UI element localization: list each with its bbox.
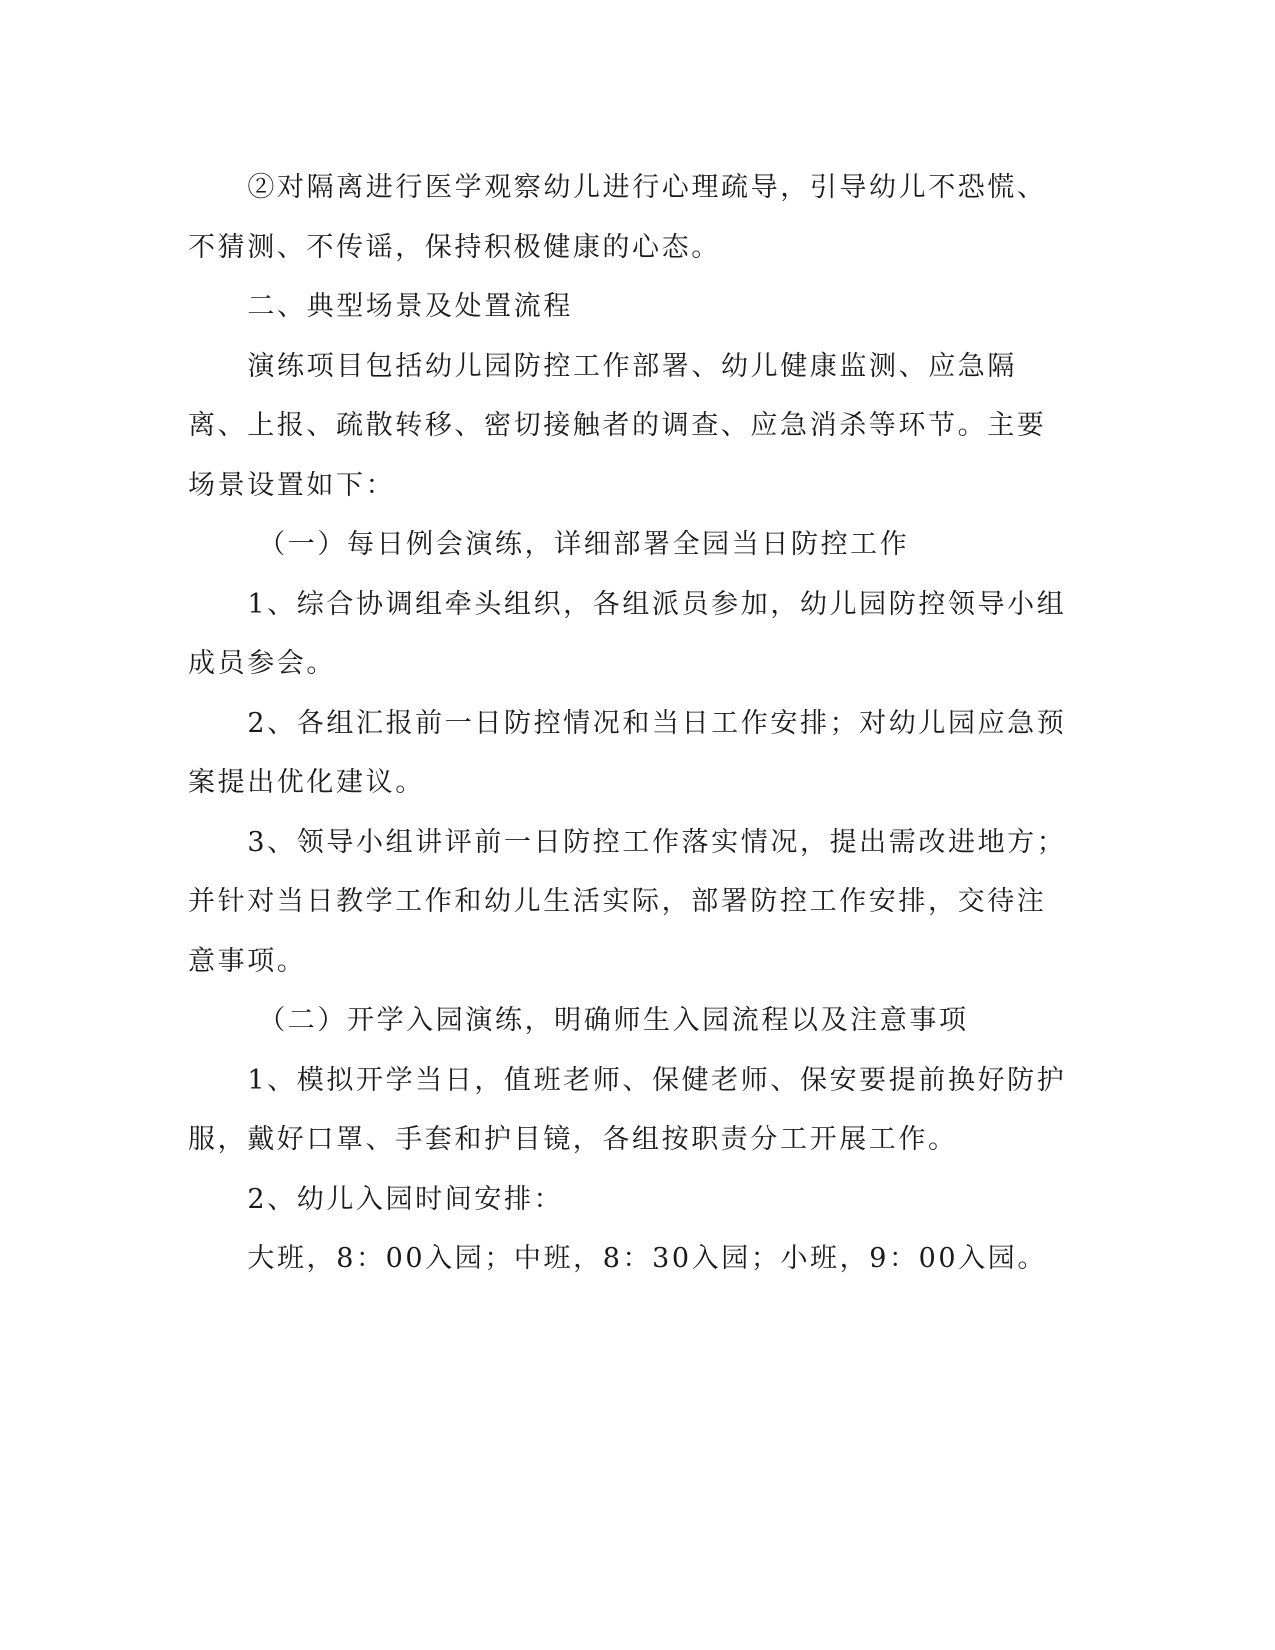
list-item-daily-3: 3、领导小组讲评前一日防控工作落实情况，提出需改进地方；并针对当日教学工作和幼儿生活实际，部署防控工作安排，交待注意事项。 [188, 826, 1067, 977]
document-body [188, 158, 1068, 1289]
subsection-heading-school-entry: （二）开学入园演练，明确师生入园流程以及注意事项 [258, 1005, 969, 1036]
list-item-entry-1: 1、模拟开学当日，值班老师、保健老师、保安要提前换好防护服，戴好口罩、手套和护目镜，各组按职责分工开展工作。 [188, 1064, 1067, 1155]
subsection-heading-daily-meeting: （一）每日例会演练，详细部署全园当日防控工作 [258, 529, 910, 560]
section-heading-typical-scenarios: 二、典型场景及处置流程 [247, 291, 573, 322]
paragraph-drill-items: 演练项目包括幼儿园防控工作部署、幼儿健康监测、应急隔离、上报、疏散转移、密切接触者的调查、应急消杀等环节。主要场景设置如下： [188, 350, 1047, 501]
list-item-daily-2: 2、各组汇报前一日防控情况和当日工作安排；对幼儿园应急预案提出优化建议。 [188, 707, 1067, 798]
paragraph-psychological-counseling: ②对隔离进行医学观察幼儿进行心理疏导，引导幼儿不恐慌、不猜测、不传谣，保持积极健康的心态。 [188, 172, 1047, 263]
list-item-daily-1: 1、综合协调组牵头组织，各组派员参加，幼儿园防控领导小组成员参会。 [188, 588, 1067, 679]
paragraph-entry-schedule: 大班，8：00入园；中班，8：30入园；小班，9：00入园。 [247, 1243, 1047, 1274]
list-item-entry-2: 2、幼儿入园时间安排： [247, 1183, 564, 1215]
